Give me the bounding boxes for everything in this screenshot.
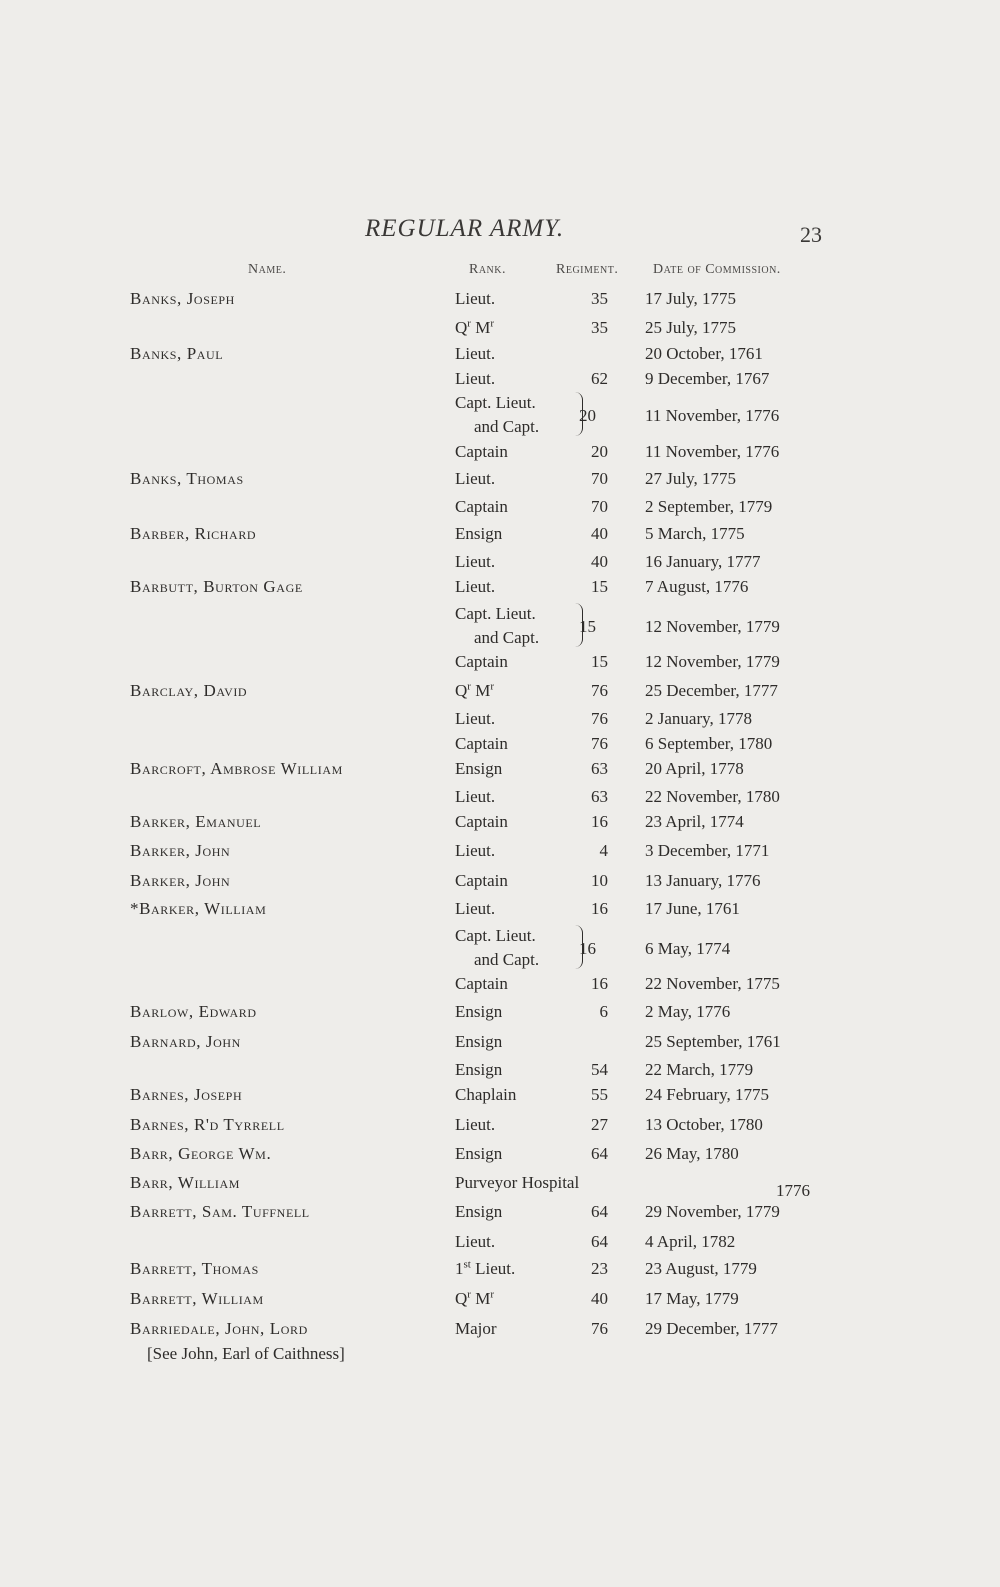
table-row (0, 494, 1000, 521)
regiment-cell: 76 (591, 1319, 608, 1338)
rank-cell (455, 1112, 495, 1137)
table-row (0, 868, 1000, 896)
commission-date-cell: 4 April, 1782 (645, 1232, 736, 1251)
commission-date-cell: 23 August, 1779 (645, 1259, 757, 1278)
regiment-cell: 4 (599, 841, 608, 860)
commission-date-cell: 20 April, 1778 (645, 759, 744, 778)
regiment-cell: 62 (591, 369, 608, 388)
regiment-cell: 76 (591, 734, 608, 753)
rank-text: Lieut. (455, 369, 496, 388)
commission-date-cell: 2 September, 1779 (645, 497, 773, 516)
rank-cell (455, 602, 539, 650)
rank-cell (455, 1316, 497, 1341)
rank-cell (455, 868, 508, 893)
rank-cell (455, 1057, 502, 1082)
rank-text: Lieut. (455, 841, 496, 860)
regiment-cell: 40 (591, 552, 608, 571)
table-row (0, 1170, 1000, 1199)
commission-date-cell: 6 May, 1774 (645, 939, 731, 958)
commission-date-cell: 17 May, 1779 (645, 1289, 739, 1308)
table-row (0, 678, 1000, 706)
rank-text: Captain (455, 497, 508, 516)
rank-text: Lieut. (455, 552, 496, 571)
rank-text: Purveyor Hospital (455, 1173, 580, 1192)
regiment-cell: 64 (591, 1202, 608, 1221)
rank-text: Lieut. (455, 289, 496, 308)
table-row (0, 1141, 1000, 1170)
commission-date-cell: 26 May, 1780 (645, 1144, 739, 1163)
regiment-cell: 20 (579, 406, 596, 425)
table-row (0, 1286, 1000, 1316)
commission-date-cell: 12 November, 1779 (645, 617, 780, 636)
rank-cell (455, 574, 495, 599)
rank-text: Lieut. (455, 709, 496, 728)
commission-date-cell: 6 September, 1780 (645, 734, 773, 753)
officer-name: Barnes, Joseph (130, 1085, 243, 1104)
rank-cell (455, 439, 508, 464)
table-row (0, 1316, 1000, 1369)
table-row (0, 315, 1000, 341)
rank-text-line2: and Capt. (474, 950, 540, 969)
rank-text: Captain (455, 871, 508, 890)
rank-cell (455, 756, 502, 781)
regiment-cell: 15 (591, 652, 608, 671)
officer-name: Banks, Joseph (130, 289, 235, 308)
table-row (0, 366, 1000, 391)
rank-text: Lieut. (455, 787, 496, 806)
table-row (0, 1057, 1000, 1082)
rank-text: $Q^r$ $M^r$ (455, 1288, 494, 1308)
regiment-cell: 20 (591, 442, 608, 461)
commission-date-cell: 17 June, 1761 (645, 899, 740, 918)
commission-date-cell: 9 December, 1767 (645, 369, 770, 388)
commission-date-cell: 11 November, 1776 (645, 442, 780, 461)
table-row (0, 341, 1000, 366)
table-row (0, 1082, 1000, 1112)
rank-text: Major (455, 1319, 497, 1338)
regiment-cell: 35 (591, 289, 608, 308)
table-row (0, 1199, 1000, 1229)
table-row (0, 896, 1000, 924)
commission-date-cell: 20 October, 1761 (645, 344, 763, 363)
table-row (0, 1029, 1000, 1057)
rank-text-line2: and Capt. (474, 417, 540, 436)
rank-cell (455, 341, 495, 366)
table-row (0, 286, 1000, 315)
regiment-cell: 54 (591, 1060, 608, 1079)
rank-cell (455, 521, 502, 546)
table-row (0, 549, 1000, 574)
table-row (0, 838, 1000, 868)
commission-date-cell: 12 November, 1779 (645, 652, 780, 671)
table-row (0, 924, 1000, 971)
rank-cell (455, 649, 508, 674)
regiment-cell: 10 (591, 871, 608, 890)
running-title: REGULAR ARMY. (365, 215, 565, 242)
commission-date-cell: 25 July, 1775 (645, 318, 736, 337)
commission-table (0, 286, 1000, 1369)
rank-cell (455, 1141, 502, 1166)
officer-name: *Barker, William (130, 899, 267, 918)
regiment-cell: 76 (591, 709, 608, 728)
commission-date-cell: 2 May, 1776 (645, 1002, 731, 1021)
rank-cell (455, 1256, 515, 1281)
commission-date-cell: 13 January, 1776 (645, 871, 761, 890)
rank-cell (455, 971, 508, 996)
regiment-cell: 15 (579, 617, 596, 636)
regiment-cell: 55 (591, 1085, 608, 1104)
officer-name: Barber, Richard (130, 524, 257, 543)
rank-text: Captain (455, 974, 508, 993)
regiment-cell: 63 (591, 759, 608, 778)
regiment-cell: 64 (591, 1144, 608, 1163)
officer-name: Barbutt, Burton Gage (130, 577, 303, 596)
rank-text: Lieut. (455, 1115, 496, 1134)
officer-name: Barr, William (130, 1173, 241, 1192)
officer-name: Barr, George Wm. (130, 1144, 272, 1163)
rank-text: Ensign (455, 759, 503, 778)
officer-name: Barrett, Sam. Tuffnell (130, 1202, 310, 1221)
regiment-cell: 64 (591, 1232, 608, 1251)
commission-date-cell: 27 July, 1775 (645, 469, 736, 488)
rank-cell (455, 366, 495, 391)
table-row (0, 439, 1000, 466)
regiment-cell: 6 (599, 1002, 608, 1021)
regiment-cell: 70 (591, 497, 608, 516)
rank-text: $Q^r$ $M^r$ (455, 680, 494, 700)
table-row (0, 466, 1000, 494)
officer-name: Barker, John (130, 841, 231, 860)
table-row (0, 1229, 1000, 1256)
rank-text: 1st Lieut. (455, 1258, 516, 1278)
commission-date-cell: 5 March, 1775 (645, 524, 745, 543)
table-row (0, 999, 1000, 1029)
table-row (0, 649, 1000, 678)
rank-cell (455, 706, 495, 731)
rank-text: Captain (455, 442, 508, 461)
regiment-cell: 35 (591, 318, 608, 337)
regiment-cell: 40 (591, 1289, 608, 1308)
rank-text: Ensign (455, 524, 503, 543)
regiment-cell: 16 (591, 899, 608, 918)
rank-cell (455, 999, 502, 1024)
rank-text: $Q^r$ $M^r$ (455, 317, 494, 337)
rank-cell (455, 924, 539, 972)
header-rank: Rank. (469, 262, 507, 277)
rank-text: Ensign (455, 1202, 503, 1221)
rank-text: Captain (455, 812, 508, 831)
commission-date-cell: 11 November, 1776 (645, 406, 780, 425)
table-row (0, 731, 1000, 756)
table-row (0, 521, 1000, 549)
regiment-cell: 16 (579, 939, 596, 958)
rank-cell (455, 678, 494, 703)
rank-text: Lieut. (455, 899, 496, 918)
table-row (0, 574, 1000, 602)
commission-date-cell: 22 November, 1775 (645, 974, 780, 993)
table-row (0, 809, 1000, 838)
rank-cell (455, 549, 495, 574)
rank-text: Ensign (455, 1002, 503, 1021)
rank-cell (455, 896, 495, 921)
commission-date-cell: 7 August, 1776 (645, 577, 749, 596)
rank-text: Lieut. (455, 344, 496, 363)
page-number: 23 (800, 222, 822, 247)
officer-name: Barker, John (130, 871, 231, 890)
rank-text: Capt. Lieut. (455, 604, 536, 623)
rank-text: Ensign (455, 1060, 503, 1079)
rank-cell (455, 838, 495, 863)
commission-date-cell: 23 April, 1774 (645, 812, 744, 831)
rank-text: Chaplain (455, 1085, 517, 1104)
commission-date-cell: 2 January, 1778 (645, 709, 753, 728)
rank-text: Captain (455, 734, 508, 753)
regiment-cell: 40 (591, 524, 608, 543)
table-row (0, 971, 1000, 999)
regiment-cell: 27 (591, 1115, 608, 1134)
commission-date-cell: 24 February, 1775 (645, 1085, 770, 1104)
regiment-cell: 23 (591, 1259, 608, 1278)
table-row (0, 756, 1000, 784)
table-row (0, 602, 1000, 649)
table-row (0, 391, 1000, 439)
rank-cell (455, 1029, 502, 1054)
header-regiment: Regiment. (556, 262, 619, 277)
officer-name: Barnes, R'd Tyrrell (130, 1115, 285, 1134)
officer-name: Barclay, David (130, 681, 248, 700)
regiment-cell: 15 (591, 577, 608, 596)
rank-text: Capt. Lieut. (455, 393, 536, 412)
commission-date-cell: 16 January, 1777 (645, 552, 761, 571)
rank-cell (455, 784, 495, 809)
commission-date-cell: 22 March, 1779 (645, 1060, 754, 1079)
rank-text: Ensign (455, 1144, 503, 1163)
commission-date-cell: 29 December, 1777 (645, 1319, 778, 1338)
commission-date-cell: 29 November, 1779 (645, 1202, 780, 1221)
rank-cell (455, 315, 494, 340)
table-row (0, 1256, 1000, 1286)
rank-text-line2: and Capt. (474, 628, 540, 647)
rank-cell (455, 466, 495, 491)
rank-text: Captain (455, 652, 508, 671)
table-row (0, 784, 1000, 809)
table-row (0, 1112, 1000, 1141)
rank-cell (455, 494, 508, 519)
officer-name: Barrett, William (130, 1289, 264, 1308)
officer-name: Barlow, Edward (130, 1002, 257, 1021)
rank-cell (455, 1229, 495, 1254)
regiment-cell: 16 (591, 812, 608, 831)
rank-text: Capt. Lieut. (455, 926, 536, 945)
commission-date-cell: 1776 (776, 1181, 810, 1200)
regiment-cell: 63 (591, 787, 608, 806)
rank-cell (455, 809, 508, 834)
commission-date-cell: 13 October, 1780 (645, 1115, 763, 1134)
rank-text: Lieut. (455, 469, 496, 488)
rank-text: Ensign (455, 1032, 503, 1051)
officer-name: Barnard, John (130, 1032, 241, 1051)
rank-cell (455, 286, 495, 311)
officer-name: Banks, Paul (130, 344, 224, 363)
officer-name: Barriedale, John, Lord (130, 1319, 308, 1338)
rank-cell (455, 1286, 494, 1311)
rank-text: Lieut. (455, 577, 496, 596)
officer-name: Barcroft, Ambrose William (130, 759, 343, 778)
commission-date-cell: 25 September, 1761 (645, 1032, 781, 1051)
regiment-cell: 70 (591, 469, 608, 488)
rank-cell (455, 1199, 502, 1224)
header-date: Date of Commission. (653, 262, 781, 277)
rank-cell (455, 1082, 516, 1107)
officer-name: Barrett, Thomas (130, 1259, 259, 1278)
rank-cell (455, 731, 508, 756)
cross-reference-note: [See John, Earl of Caithness] (147, 1344, 345, 1363)
commission-date-cell: 3 December, 1771 (645, 841, 770, 860)
regiment-cell: 16 (591, 974, 608, 993)
rank-cell (455, 1170, 579, 1195)
officer-name: Banks, Thomas (130, 469, 244, 488)
rank-text: Lieut. (455, 1232, 496, 1251)
regiment-cell: 76 (591, 681, 608, 700)
table-row (0, 706, 1000, 731)
commission-date-cell: 17 July, 1775 (645, 289, 736, 308)
officer-name: Barker, Emanuel (130, 812, 262, 831)
commission-date-cell: 22 November, 1780 (645, 787, 780, 806)
header-name: Name. (248, 262, 287, 277)
commission-date-cell: 25 December, 1777 (645, 681, 778, 700)
rank-cell (455, 391, 539, 439)
